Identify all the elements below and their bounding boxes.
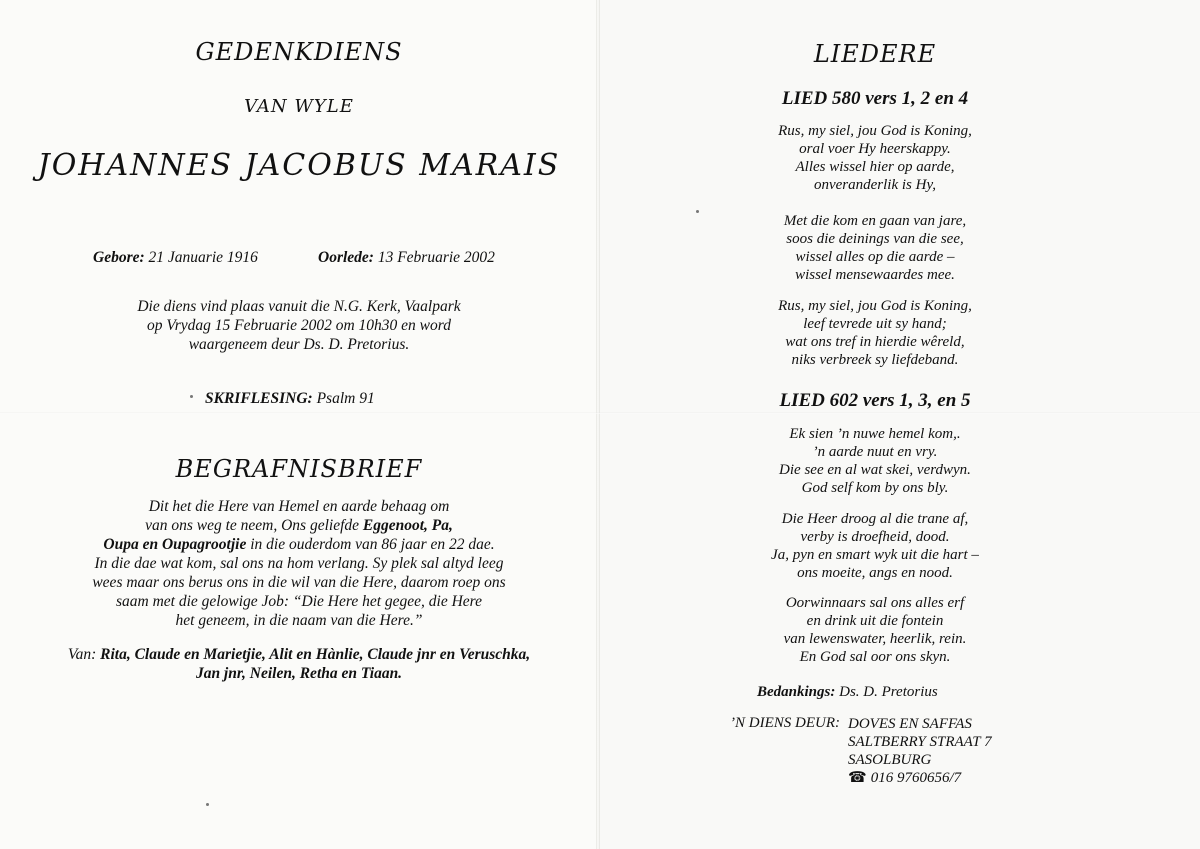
gebore-label: Gebore:: [93, 249, 145, 266]
speck: [696, 210, 699, 213]
service-line: waargeneem deur Ds. D. Pretorius.: [188, 336, 410, 353]
song-602-stanza-1: [600, 425, 1150, 497]
horizontal-crease: [0, 412, 1200, 414]
service-line: op Vrydag 15 Februarie 2002 om 10h30 en word: [147, 317, 451, 334]
van-label: Van:: [67, 646, 97, 663]
stanza-line: Ja, pyn en smart wyk uit die hart –: [771, 547, 979, 563]
deceased-name: JOHANNES JACOBUS MARAIS: [37, 148, 561, 183]
letter-line: Dit het die Here van Hemel en aarde behaag om: [148, 498, 450, 515]
stanza-line: wat ons tref in hierdie wêreld,: [785, 334, 965, 350]
song-602-stanza-2: [600, 510, 1150, 582]
service-line: Die diens vind plaas vanuit die N.G. Kerk, Vaalpark: [137, 298, 461, 315]
stanza-line: En God sal oor ons skyn.: [799, 649, 951, 665]
page-fold: [596, 0, 600, 849]
stanza-line: Rus, my siel, jou God is Koning,: [778, 298, 972, 314]
stanza-line: en drink uit die fontein: [806, 613, 944, 629]
song-580-stanza-2: [600, 212, 1150, 284]
phone-line: [848, 769, 992, 787]
service-details: [0, 297, 598, 354]
scripture-reading: [205, 390, 375, 408]
letter-line: wees maar ons berus ons in die wil van die Here, daarom roep ons: [92, 574, 506, 591]
bedankings-label: Bedankings:: [757, 684, 836, 700]
funeral-letter-title: BEGRAFNISBRIEF: [175, 455, 423, 483]
stanza-line: onveranderlik is Hy,: [813, 177, 937, 193]
stanza-line: oral voer Hy heerskappy.: [799, 141, 951, 157]
stanza-line: Alles wissel hier op aarde,: [795, 159, 955, 175]
family-names: Rita, Claude en Marietjie, Alit en Hànlie, Claude jnr en Veruschka,: [100, 646, 531, 663]
family-list: [0, 645, 598, 683]
telephone-icon: ☎: [848, 770, 867, 786]
stanza-line: van lewenswater, heerlik, rein.: [783, 631, 967, 647]
song-580-stanza-1: [600, 122, 1150, 194]
stanza-line: leef tevrede uit sy hand;: [803, 316, 947, 332]
van-wyle-label: VAN WYLE: [244, 96, 354, 117]
song-580-title: LIED 580 vers 1, 2 en 4: [781, 88, 969, 109]
speck: [190, 395, 193, 398]
acknowledgements: [757, 684, 938, 701]
stanza-line: Die Heer droog al die trane af,: [781, 511, 969, 527]
oorlede-line: [318, 249, 495, 267]
song-580-stanza-3: [600, 297, 1150, 369]
funeral-service-address: [848, 715, 992, 787]
bedankings-value: Ds. D. Pretorius: [839, 684, 938, 700]
letter-bold-text: Oupa en Oupagrootjie: [103, 536, 247, 553]
stanza-line: niks verbreek sy liefdeband.: [791, 352, 959, 368]
stanza-line: Oorwinnaars sal ons alles erf: [785, 595, 965, 611]
oorlede-date: 13 Februarie 2002: [377, 249, 495, 266]
funeral-letter-body: [0, 497, 598, 630]
left-page: [0, 0, 598, 849]
stanza-line: ’n aarde nuut en vry.: [812, 444, 938, 460]
stanza-line: ons moeite, angs en nood.: [797, 565, 953, 581]
scripture-value: Psalm 91: [316, 390, 375, 407]
stanza-line: wissel alles op die aarde –: [795, 249, 955, 265]
stanza-line: verby is droefheid, dood.: [800, 529, 950, 545]
phone-number: 016 9760656/7: [870, 770, 962, 786]
letter-line: saam met die gelowige Job: “Die Here het gegee, die Here: [116, 593, 482, 610]
stanza-line: wissel mensewaardes mee.: [795, 267, 955, 283]
gebore-date: 21 Januarie 1916: [148, 249, 258, 266]
gebore-line: [93, 249, 258, 267]
letter-line: het geneem, in die naam van die Here.”: [175, 612, 423, 629]
letter-line: In die dae wat kom, sal ons na hom verlang. Sy plek sal altyd leeg: [94, 555, 504, 572]
letter-line: [0, 516, 598, 535]
letter-line: [0, 535, 598, 554]
songs-title: LIEDERE: [813, 40, 937, 68]
memorial-title: GEDENKDIENS: [195, 38, 403, 66]
letter-bold-text: Eggenoot, Pa,: [362, 517, 453, 534]
scripture-label: SKRIFLESING:: [205, 390, 313, 407]
family-line: [0, 645, 598, 664]
speck: [206, 803, 209, 806]
stanza-line: Die see en al wat skei, verdwyn.: [779, 462, 971, 478]
stanza-line: soos die deinings van die see,: [786, 231, 964, 247]
stanza-line: God self kom by ons bly.: [801, 480, 949, 496]
stanza-line: Rus, my siel, jou God is Koning,: [778, 123, 972, 139]
letter-text: in die ouderdom van 86 jaar en 22 dae.: [246, 536, 495, 553]
song-602-stanza-3: [600, 594, 1150, 666]
oorlede-label: Oorlede:: [318, 249, 374, 266]
stanza-line: Met die kom en gaan van jare,: [783, 213, 967, 229]
stanza-line: Ek sien ’n nuwe hemel kom,.: [789, 426, 961, 442]
right-page: [600, 0, 1200, 849]
funeral-service-label: ’N DIENS DEUR:: [730, 715, 840, 731]
family-line: Jan jnr, Neilen, Retha en Tiaan.: [195, 665, 403, 682]
letter-text: van ons weg te neem, Ons geliefde: [145, 517, 363, 534]
address-line: DOVES EN SAFFAS: [848, 716, 972, 732]
address-line: SALTBERRY STRAAT 7: [848, 734, 992, 750]
address-line: SASOLBURG: [848, 752, 932, 768]
song-602-title: LIED 602 vers 1, 3, en 5: [779, 390, 971, 411]
